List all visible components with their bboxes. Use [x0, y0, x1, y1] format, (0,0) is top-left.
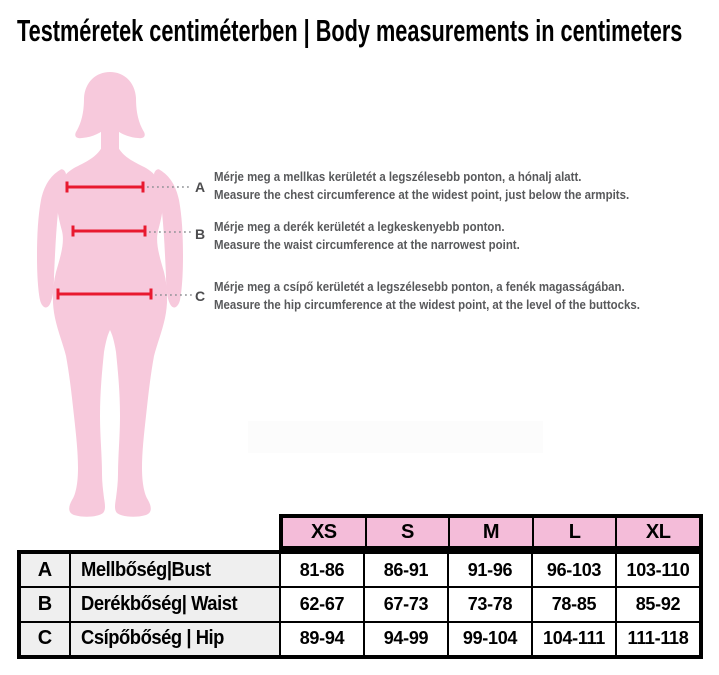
size-table-header-row — [279, 514, 703, 550]
instruction-waist-hu: Mérje meg a derék kerületét a legkeskenyebb ponton. — [214, 219, 505, 234]
page-title: Testméretek centiméterben | Body measurements in centimeters — [17, 13, 683, 48]
size-table-body — [17, 550, 703, 659]
cell-hip-l: 104-111 — [532, 622, 616, 656]
instruction-chest-en: Measure the chest circumference at the widest point, just below the armpits. — [214, 186, 630, 202]
silhouette-body — [53, 142, 167, 517]
measurement-letter-c: C — [194, 288, 206, 304]
instruction-chest-hu: Mérje meg a mellkas kerületét a legszélesebb ponton, a hónalj alatt. — [214, 169, 582, 184]
measurement-letter-b: B — [194, 226, 206, 242]
size-col-header-l: L — [533, 517, 617, 547]
instruction-block-chest — [214, 168, 629, 203]
instruction-hip-en: Measure the hip circumference at the widest point, at the level of the buttocks. — [214, 296, 640, 312]
cell-waist-xs: 62-67 — [280, 587, 364, 621]
cell-hip-xs: 89-94 — [280, 622, 364, 656]
instruction-block-hip — [214, 278, 640, 313]
cell-waist-m: 73-78 — [448, 587, 532, 621]
instruction-waist-en: Measure the waist circumference at the narrowest point. — [214, 236, 520, 252]
measurement-letter-a: A — [194, 179, 206, 195]
cell-bust-s: 86-91 — [364, 553, 448, 587]
row-label-bust: Mellbőség|Bust — [70, 553, 280, 587]
row-letter-bust: A — [20, 553, 70, 587]
size-col-header-xs: XS — [282, 517, 366, 547]
size-col-header-s: S — [366, 517, 450, 547]
faint-watermark — [248, 421, 543, 453]
size-col-header-xl: XL — [616, 517, 700, 547]
cell-hip-m: 99-104 — [448, 622, 532, 656]
size-table — [17, 514, 703, 659]
cell-bust-xs: 81-86 — [280, 553, 364, 587]
cell-bust-l: 96-103 — [532, 553, 616, 587]
row-label-waist: Derékbőség| Waist — [70, 587, 280, 621]
cell-hip-s: 94-99 — [364, 622, 448, 656]
instruction-block-waist — [214, 218, 520, 253]
cell-waist-s: 67-73 — [364, 587, 448, 621]
cell-waist-xl: 85-92 — [616, 587, 700, 621]
row-label-hip: Csípőbőség | Hip — [70, 622, 280, 656]
cell-hip-xl: 111-118 — [616, 622, 700, 656]
instruction-hip-hu: Mérje meg a csípő kerületét a legszélesebb ponton, a fenék magasságában. — [214, 279, 625, 294]
row-letter-waist: B — [20, 587, 70, 621]
cell-waist-l: 78-85 — [532, 587, 616, 621]
row-letter-hip: C — [20, 622, 70, 656]
cell-bust-xl: 103-110 — [616, 553, 700, 587]
size-col-header-m: M — [449, 517, 533, 547]
cell-bust-m: 91-96 — [448, 553, 532, 587]
